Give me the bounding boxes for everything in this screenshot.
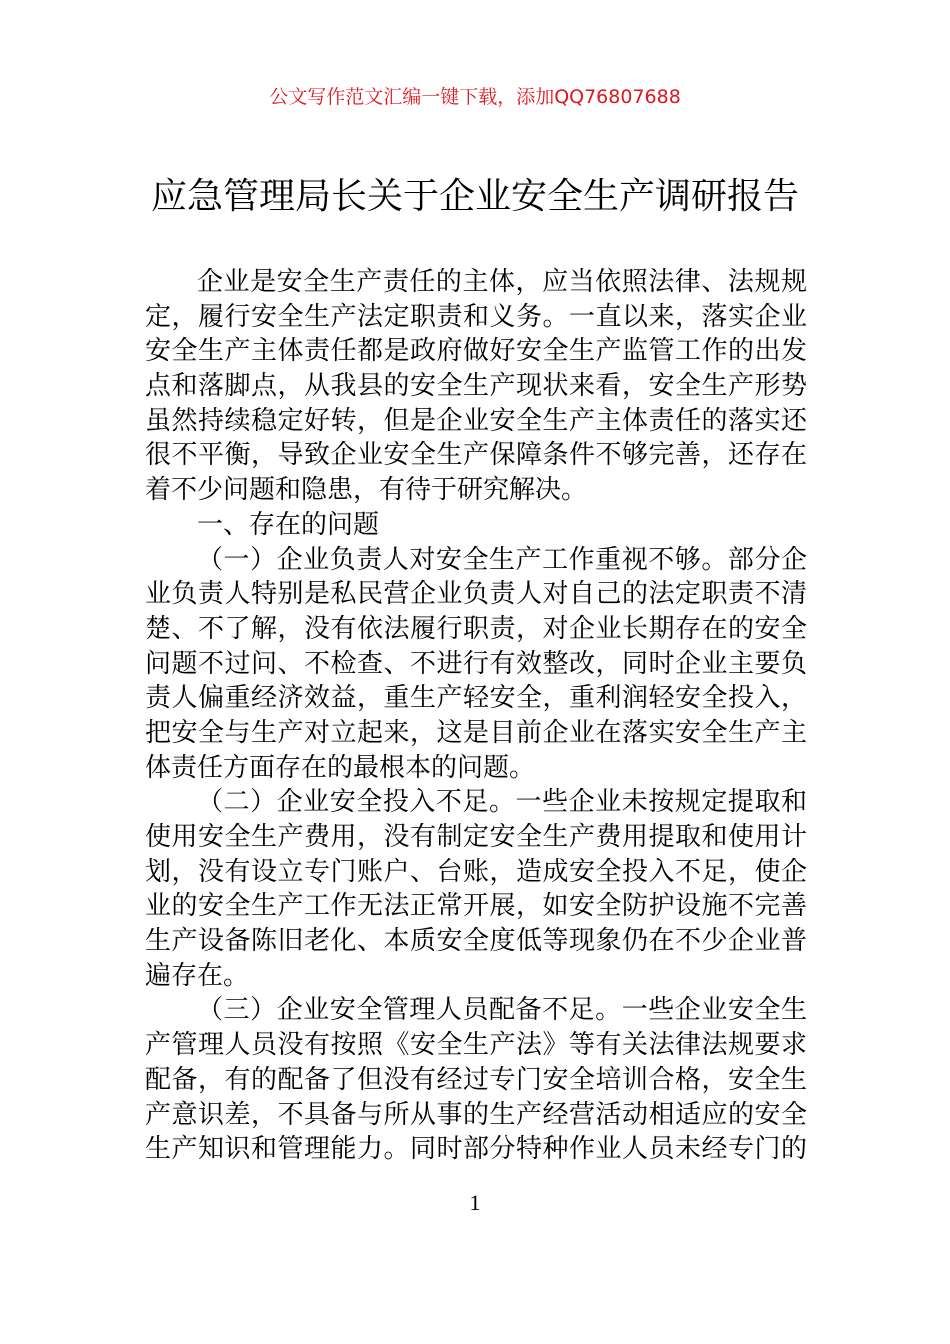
document-title: 应急管理局长关于企业安全生产调研报告 bbox=[150, 176, 799, 217]
text-line: （一）企业负责人对安全生产工作重视不够。部分企 bbox=[197, 544, 807, 575]
text-line: 体责任方面存在的最根本的问题。 bbox=[145, 752, 536, 783]
paragraph bbox=[145, 785, 807, 993]
text-line: 业负责人特别是私民营企业负责人对自己的法定职责不清 bbox=[145, 579, 807, 610]
text-line: 生产知识和管理能力。同时部分特种作业人员未经专门的 bbox=[145, 1134, 807, 1165]
text-line: 责人偏重经济效益，重生产轻安全，重利润轻安全投入， bbox=[145, 683, 807, 714]
text-line: 一、存在的问题 bbox=[197, 509, 380, 540]
text-line: 定，履行安全生产法定职责和义务。一直以来，落实企业 bbox=[145, 301, 807, 332]
text-line: 业的安全生产工作无法正常开展，如安全防护设施不完善 bbox=[145, 891, 807, 922]
text-line: （三）企业安全管理人员配备不足。一些企业安全生 bbox=[197, 995, 807, 1026]
download-banner: 公文写作范文汇编一键下载，添加QQ76807688 bbox=[269, 86, 681, 108]
text-line: 把安全与生产对立起来，这是目前企业在落实安全生产主 bbox=[145, 717, 807, 748]
paragraph bbox=[145, 508, 807, 543]
text-line: （二）企业安全投入不足。一些企业未按规定提取和 bbox=[197, 787, 807, 818]
page-number: 1 bbox=[469, 1190, 481, 1215]
paragraph bbox=[145, 265, 807, 508]
text-line: 使用安全生产费用，没有制定安全生产费用提取和使用计 bbox=[145, 822, 807, 852]
text-line: 遍存在。 bbox=[145, 960, 250, 991]
text-line: 点和落脚点，从我县的安全生产现状来看，安全生产形势 bbox=[145, 371, 807, 402]
text-line: 划，没有设立专门账户、台账，造成安全投入不足，使企 bbox=[145, 856, 807, 887]
text-line: 虽然持续稳定好转，但是企业安全生产主体责任的落实还 bbox=[145, 405, 807, 436]
text-line: 配备，有的配备了但没有经过专门安全培训合格，安全生 bbox=[145, 1064, 807, 1095]
paragraph bbox=[145, 993, 807, 1166]
text-line: 着不少问题和隐患，有待于研究解决。 bbox=[145, 475, 588, 506]
text-line: 企业是安全生产责任的主体，应当依照法律、法规规 bbox=[197, 267, 807, 297]
text-line: 产管理人员没有按照《安全生产法》等有关法律法规要求 bbox=[145, 1030, 807, 1061]
text-line: 生产设备陈旧老化、本质安全度低等现象仍在不少企业普 bbox=[145, 926, 807, 957]
text-line: 安全生产主体责任都是政府做好安全生产监管工作的出发 bbox=[145, 336, 807, 367]
text-line: 很不平衡，导致企业安全生产保障条件不够完善，还存在 bbox=[145, 440, 807, 471]
text-line: 楚、不了解，没有依法履行职责，对企业长期存在的安全 bbox=[145, 613, 807, 644]
paragraph bbox=[145, 543, 807, 786]
document-body bbox=[145, 265, 807, 1167]
text-line: 问题不过问、不检查、不进行有效整改，同时企业主要负 bbox=[145, 648, 807, 679]
text-line: 产意识差，不具备与所从事的生产经营活动相适应的安全 bbox=[145, 1099, 807, 1130]
